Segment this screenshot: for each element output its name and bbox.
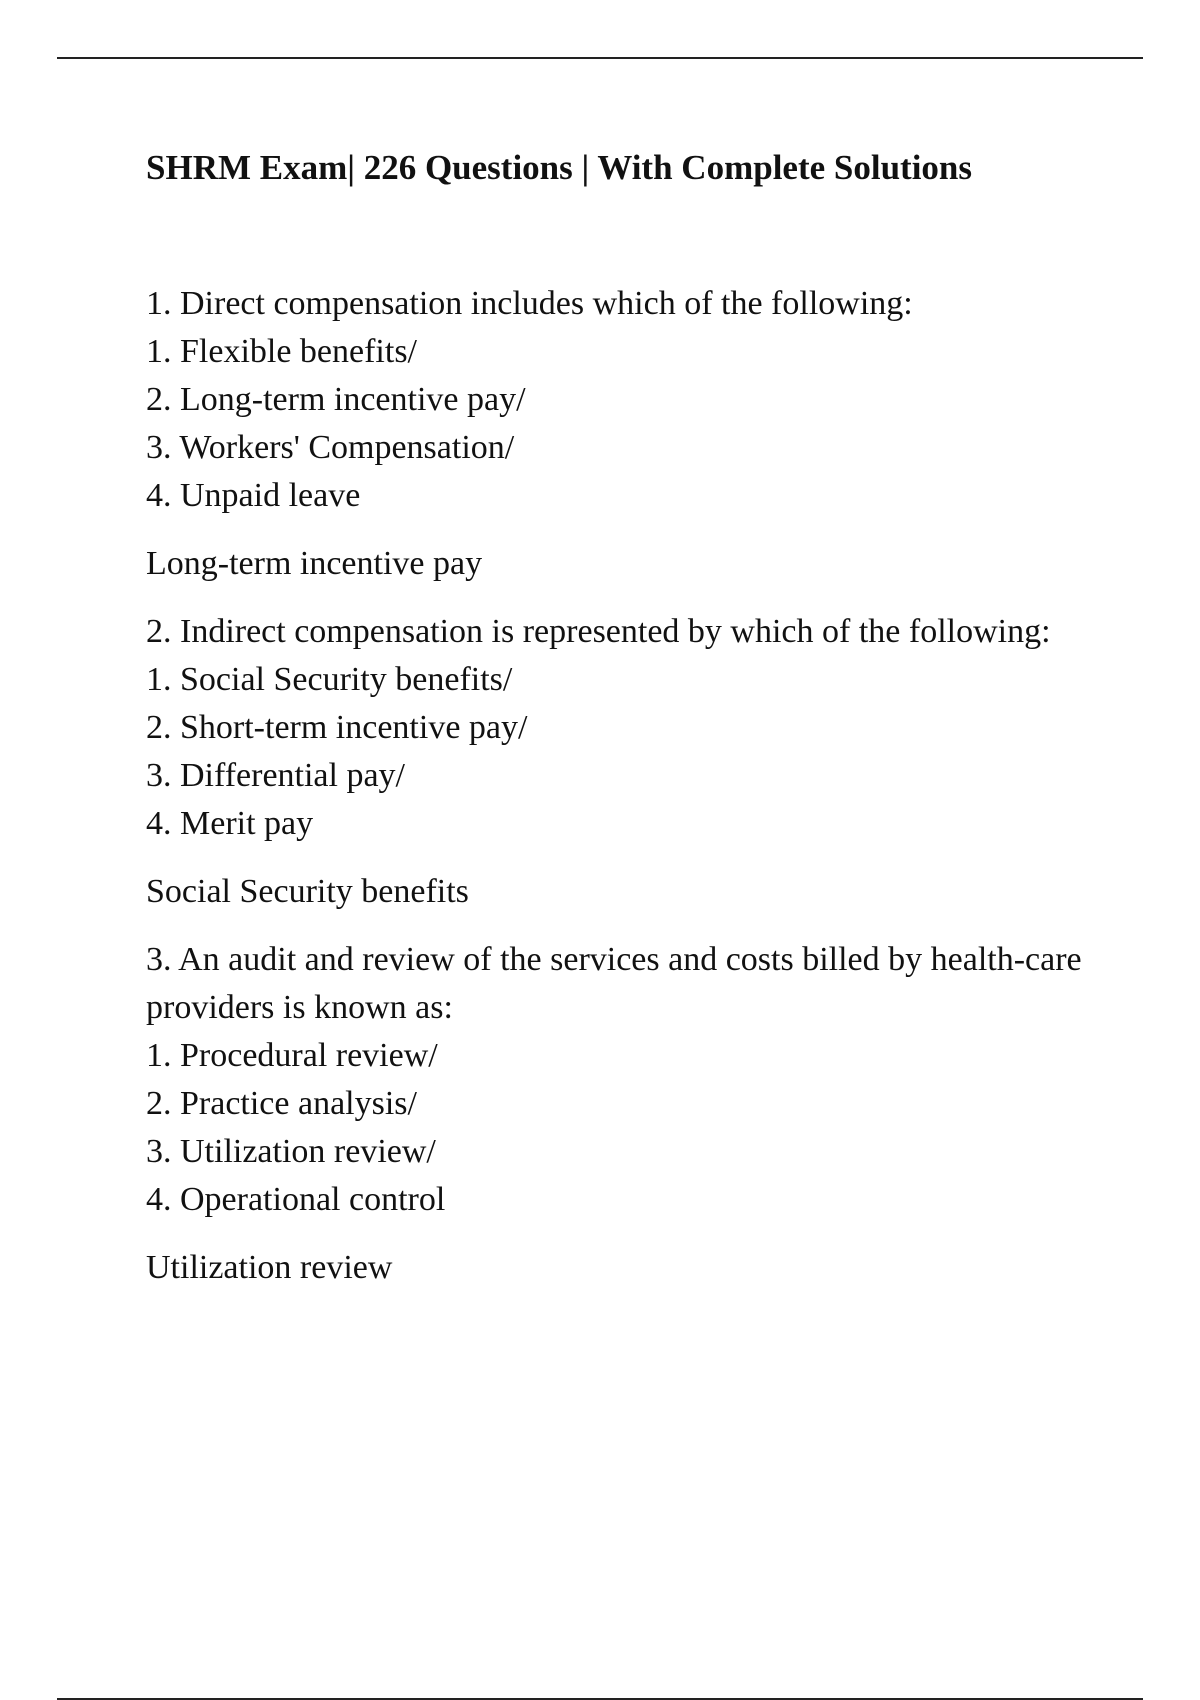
question-answer: Social Security benefits bbox=[146, 873, 469, 910]
option-4: 4. Unpaid leave bbox=[146, 477, 361, 514]
option-1: 1. Procedural review/ bbox=[146, 1037, 438, 1074]
option-1: 1. Social Security benefits/ bbox=[146, 661, 513, 698]
question-prompt: 2. Indirect compensation is represented by which of the following: bbox=[146, 613, 1051, 650]
question-answer: Long-term incentive pay bbox=[146, 545, 483, 582]
document-title: SHRM Exam| 226 Questions | With Complete Solutions bbox=[146, 148, 973, 187]
option-2: 2. Short-term incentive pay/ bbox=[146, 709, 528, 746]
option-list bbox=[146, 328, 1106, 520]
option-list bbox=[146, 656, 1106, 848]
option-list bbox=[146, 1032, 1106, 1224]
option-3: 3. Differential pay/ bbox=[146, 757, 406, 794]
option-3: 3. Workers' Compensation/ bbox=[146, 429, 515, 466]
question-answer: Utilization review bbox=[146, 1249, 393, 1286]
question-prompt: 3. An audit and review of the services and costs billed by health-care providers is known as: bbox=[146, 941, 1082, 1026]
question-item-2 bbox=[146, 608, 1106, 916]
option-2: 2. Long-term incentive pay/ bbox=[146, 381, 526, 418]
question-prompt: 1. Direct compensation includes which of the following: bbox=[146, 285, 913, 322]
option-4: 4. Merit pay bbox=[146, 805, 314, 842]
top-rule bbox=[57, 57, 1143, 59]
option-1: 1. Flexible benefits/ bbox=[146, 333, 418, 370]
option-4: 4. Operational control bbox=[146, 1181, 446, 1218]
option-2: 2. Practice analysis/ bbox=[146, 1085, 417, 1122]
question-item-1 bbox=[146, 280, 1106, 588]
question-list bbox=[146, 280, 1106, 1312]
question-item-3 bbox=[146, 936, 1106, 1292]
option-3: 3. Utilization review/ bbox=[146, 1133, 436, 1170]
